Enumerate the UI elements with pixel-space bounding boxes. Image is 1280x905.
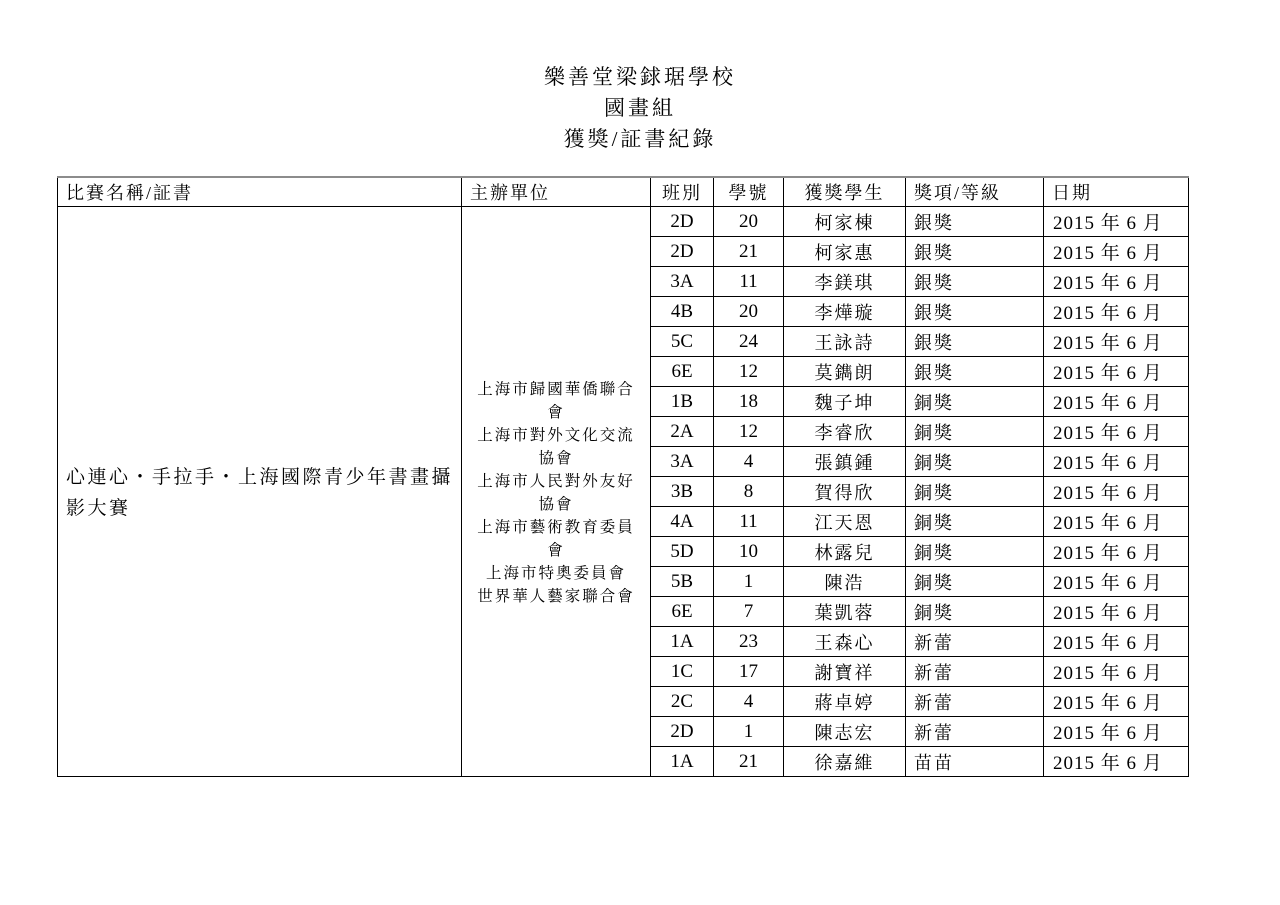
cell-student-no: 21 <box>714 747 784 777</box>
cell-date: 2015 年 6 月 <box>1044 297 1189 327</box>
cell-award: 銀獎 <box>906 237 1044 267</box>
cell-student: 王詠詩 <box>784 327 906 357</box>
cell-date: 2015 年 6 月 <box>1044 267 1189 297</box>
cell-student-no: 4 <box>714 687 784 717</box>
cell-award: 新蕾 <box>906 657 1044 687</box>
cell-student-no: 8 <box>714 477 784 507</box>
cell-student: 李燁璇 <box>784 297 906 327</box>
cell-award: 銅獎 <box>906 447 1044 477</box>
cell-class: 1A <box>651 747 714 777</box>
cell-class: 5D <box>651 537 714 567</box>
awards-table <box>57 176 1189 777</box>
cell-date: 2015 年 6 月 <box>1044 747 1189 777</box>
cell-date: 2015 年 6 月 <box>1044 447 1189 477</box>
cell-student-no: 17 <box>714 657 784 687</box>
cell-class: 1A <box>651 627 714 657</box>
organizer-item: 上海市對外文化交流協會 <box>477 426 635 467</box>
cell-student: 徐嘉維 <box>784 747 906 777</box>
cell-date: 2015 年 6 月 <box>1044 537 1189 567</box>
cell-student-no: 12 <box>714 417 784 447</box>
cell-date: 2015 年 6 月 <box>1044 327 1189 357</box>
cell-date: 2015 年 6 月 <box>1044 387 1189 417</box>
cell-student-no: 20 <box>714 297 784 327</box>
cell-award: 銀獎 <box>906 297 1044 327</box>
table-body <box>58 207 1189 777</box>
cell-student-no: 24 <box>714 327 784 357</box>
cell-student: 江天恩 <box>784 507 906 537</box>
cell-award: 銅獎 <box>906 387 1044 417</box>
cell-class: 3A <box>651 267 714 297</box>
cell-class: 3B <box>651 477 714 507</box>
header-date: 日期 <box>1044 177 1189 207</box>
cell-date: 2015 年 6 月 <box>1044 687 1189 717</box>
cell-class: 4A <box>651 507 714 537</box>
cell-class: 3A <box>651 447 714 477</box>
cell-date: 2015 年 6 月 <box>1044 417 1189 447</box>
document-title-block <box>0 62 1280 155</box>
cell-award: 新蕾 <box>906 717 1044 747</box>
group-name: 國畫組 <box>604 96 676 120</box>
cell-date: 2015 年 6 月 <box>1044 717 1189 747</box>
cell-student: 葉凱蓉 <box>784 597 906 627</box>
cell-class: 5C <box>651 327 714 357</box>
cell-student-no: 23 <box>714 627 784 657</box>
cell-student: 柯家棟 <box>784 207 906 237</box>
cell-date: 2015 年 6 月 <box>1044 477 1189 507</box>
table-row <box>58 207 1189 237</box>
cell-date: 2015 年 6 月 <box>1044 507 1189 537</box>
cell-student: 陳浩 <box>784 567 906 597</box>
header-class: 班別 <box>651 177 714 207</box>
cell-student-no: 11 <box>714 267 784 297</box>
cell-class: 4B <box>651 297 714 327</box>
cell-award: 新蕾 <box>906 687 1044 717</box>
cell-class: 2A <box>651 417 714 447</box>
cell-award: 苗苗 <box>906 747 1044 777</box>
cell-award: 銅獎 <box>906 417 1044 447</box>
cell-student-no: 21 <box>714 237 784 267</box>
cell-class: 1C <box>651 657 714 687</box>
organizers-cell <box>462 207 651 777</box>
cell-class: 5B <box>651 567 714 597</box>
cell-student-no: 20 <box>714 207 784 237</box>
cell-class: 2C <box>651 687 714 717</box>
cell-student: 李睿欣 <box>784 417 906 447</box>
cell-date: 2015 年 6 月 <box>1044 627 1189 657</box>
organizer-item: 上海市藝術教育委員會 <box>477 518 635 559</box>
cell-date: 2015 年 6 月 <box>1044 207 1189 237</box>
table-header-row <box>58 177 1189 207</box>
organizer-item: 世界華人藝家聯合會 <box>477 587 635 605</box>
header-competition: 比賽名稱/証書 <box>58 177 462 207</box>
cell-student-no: 4 <box>714 447 784 477</box>
cell-class: 1B <box>651 387 714 417</box>
cell-student-no: 11 <box>714 507 784 537</box>
cell-student: 蔣卓婷 <box>784 687 906 717</box>
cell-student-no: 12 <box>714 357 784 387</box>
cell-date: 2015 年 6 月 <box>1044 657 1189 687</box>
cell-award: 銀獎 <box>906 267 1044 297</box>
organizer-item: 上海市特奧委員會 <box>485 564 626 582</box>
cell-student-no: 7 <box>714 597 784 627</box>
cell-student: 陳志宏 <box>784 717 906 747</box>
cell-student: 柯家惠 <box>784 237 906 267</box>
cell-student-no: 1 <box>714 567 784 597</box>
cell-class: 2D <box>651 207 714 237</box>
cell-student: 李鎂琪 <box>784 267 906 297</box>
cell-student: 莫鐫朗 <box>784 357 906 387</box>
cell-award: 銅獎 <box>906 477 1044 507</box>
cell-date: 2015 年 6 月 <box>1044 357 1189 387</box>
cell-date: 2015 年 6 月 <box>1044 597 1189 627</box>
organizer-item: 上海市人民對外友好協會 <box>477 472 635 513</box>
cell-award: 銅獎 <box>906 567 1044 597</box>
cell-award: 銅獎 <box>906 597 1044 627</box>
cell-student-no: 1 <box>714 717 784 747</box>
cell-date: 2015 年 6 月 <box>1044 237 1189 267</box>
cell-class: 6E <box>651 357 714 387</box>
cell-class: 2D <box>651 237 714 267</box>
cell-student: 魏子坤 <box>784 387 906 417</box>
cell-class: 2D <box>651 717 714 747</box>
competition-name-cell <box>58 207 462 777</box>
cell-award: 銀獎 <box>906 327 1044 357</box>
cell-award: 銀獎 <box>906 207 1044 237</box>
cell-student: 謝寶祥 <box>784 657 906 687</box>
cell-student-no: 18 <box>714 387 784 417</box>
header-student: 獲獎學生 <box>784 177 906 207</box>
header-student-no: 學號 <box>714 177 784 207</box>
cell-student-no: 10 <box>714 537 784 567</box>
cell-award: 銀獎 <box>906 357 1044 387</box>
cell-date: 2015 年 6 月 <box>1044 567 1189 597</box>
cell-award: 銅獎 <box>906 537 1044 567</box>
cell-student: 賀得欣 <box>784 477 906 507</box>
record-type: 獲獎/証書紀錄 <box>563 127 717 151</box>
header-award: 獎項/等級 <box>906 177 1044 207</box>
competition-name: 心連心・手拉手・上海國際青少年書畫攝影大賽 <box>66 467 454 519</box>
cell-student: 林露兒 <box>784 537 906 567</box>
cell-student: 王森心 <box>784 627 906 657</box>
organizer-item: 上海市歸國華僑聯合會 <box>477 380 635 421</box>
header-organizer: 主辦單位 <box>462 177 651 207</box>
school-name: 樂善堂梁銶琚學校 <box>544 65 736 89</box>
cell-student: 張鎮鍾 <box>784 447 906 477</box>
cell-award: 新蕾 <box>906 627 1044 657</box>
cell-class: 6E <box>651 597 714 627</box>
cell-award: 銅獎 <box>906 507 1044 537</box>
